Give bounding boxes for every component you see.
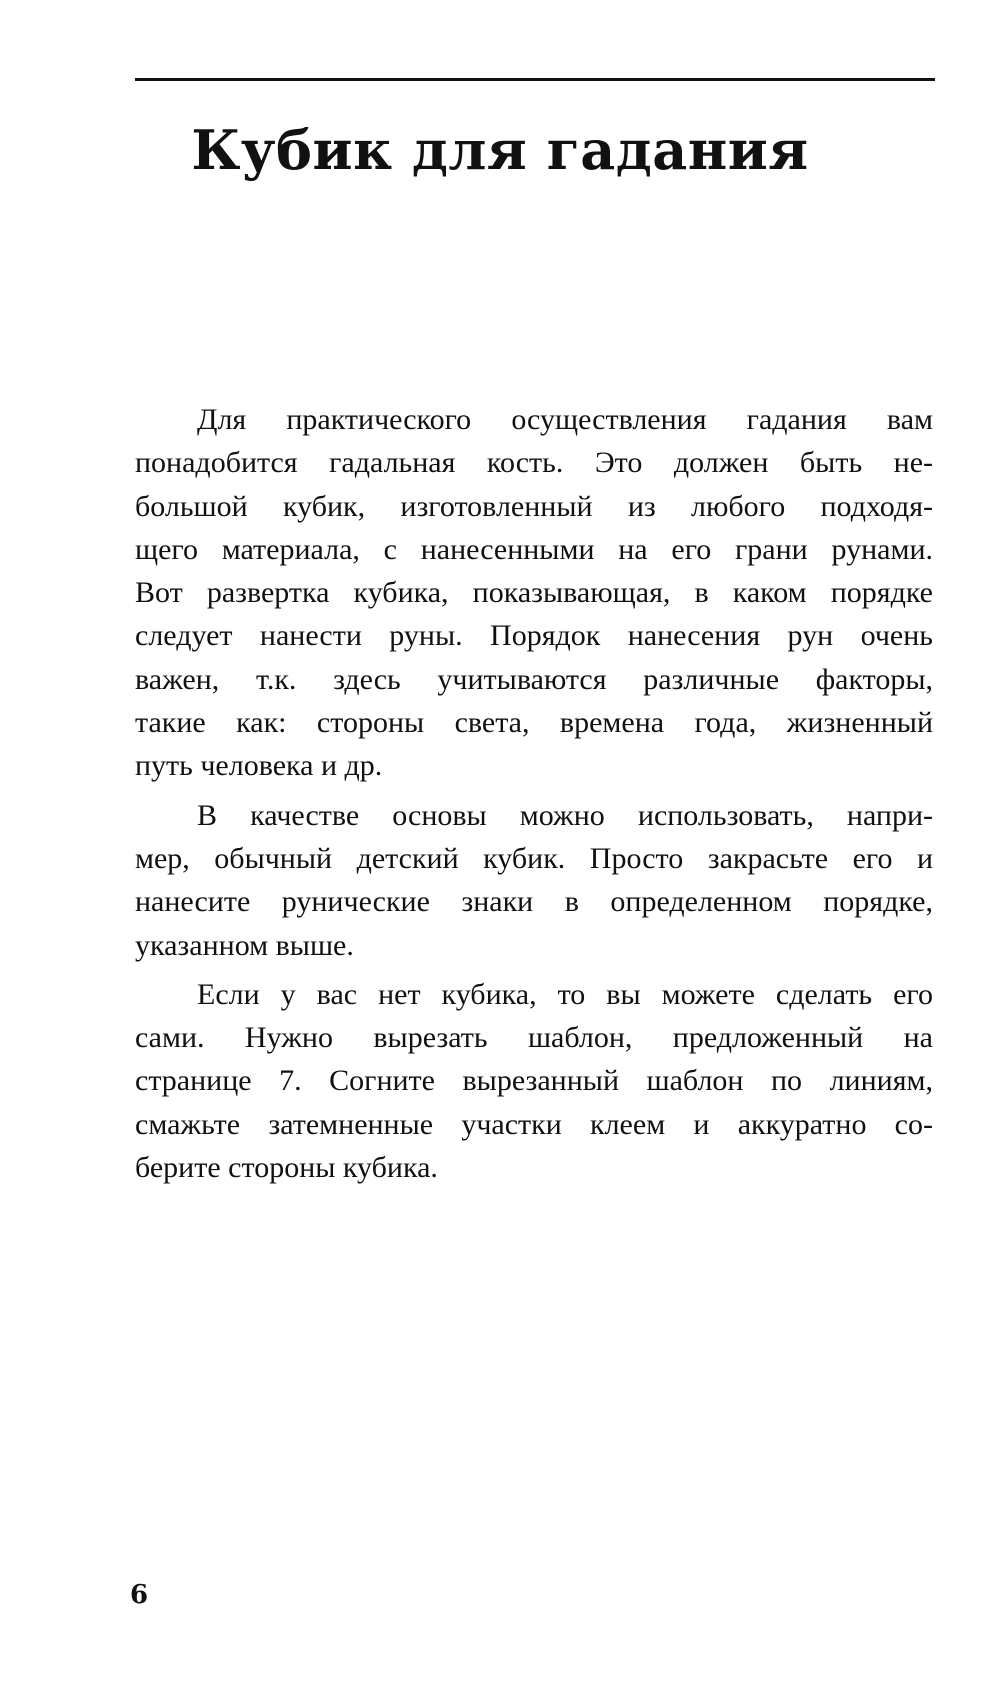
text-line: сами. Нужно вырезать шаблон, предложенный на — [135, 1021, 933, 1055]
text-line: странице 7. Согните вырезанный шаблон по линиям, — [135, 1064, 933, 1098]
text-line: понадобится гадальная кость. Это должен быть не- — [135, 446, 933, 480]
text-line: берите стороны кубика. — [135, 1151, 438, 1185]
text-line: большой кубик, изготовленный из любого подходя- — [135, 489, 933, 523]
paragraph — [135, 794, 933, 967]
top-rule — [135, 78, 935, 81]
text-line: смажьте затемненные участки клеем и аккуратно со- — [135, 1107, 933, 1141]
page-number: 6 — [130, 1580, 149, 1610]
paragraph — [135, 398, 933, 788]
text-line: В качестве основы можно использовать, напри- — [197, 798, 933, 832]
text-line: щего материала, с нанесенными на его грани рунами. — [135, 532, 933, 566]
text-line: мер, обычный детский кубик. Просто закрасьте его и — [135, 841, 933, 875]
text-line: путь человека и др. — [135, 749, 383, 783]
body-text — [135, 398, 933, 1189]
text-line: такие как: стороны света, времена года, жизненный — [135, 706, 933, 740]
text-line: нанесите рунические знаки в определенном порядке, — [135, 885, 933, 919]
text-line: Вот развертка кубика, показывающая, в каком порядке — [135, 576, 933, 610]
text-line: указанном выше. — [135, 928, 354, 962]
text-line: важен, т.к. здесь учитываются различные факторы, — [135, 662, 933, 696]
text-line: Если у вас нет кубика, то вы можете сделать его — [197, 977, 933, 1011]
text-line: следует нанести руны. Порядок нанесения рун очень — [135, 619, 933, 653]
page-title: Кубик для гадания — [191, 118, 809, 182]
paragraph — [135, 973, 933, 1189]
text-line: Для практического осуществления гадания вам — [197, 403, 933, 436]
